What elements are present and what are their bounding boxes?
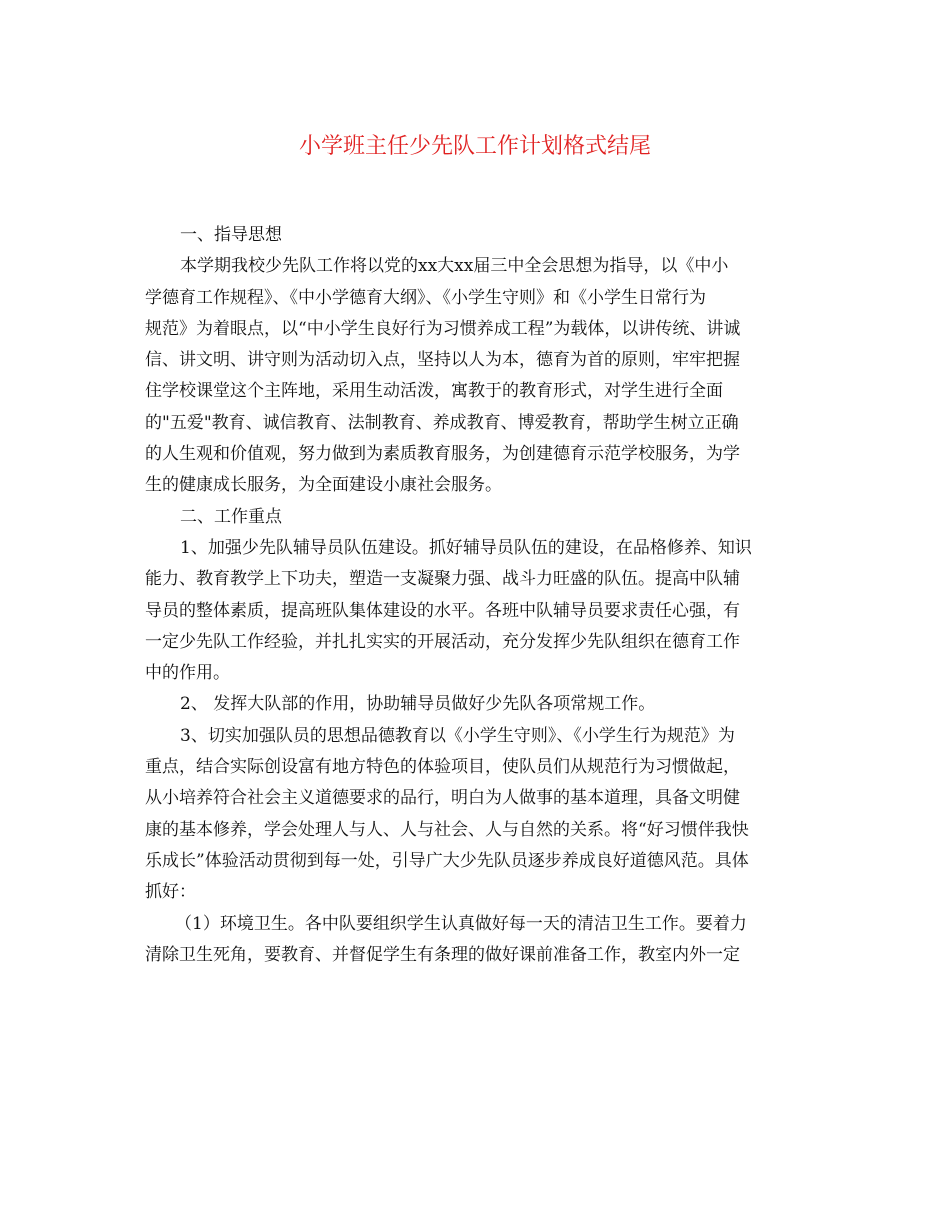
body-line: 的"五爱"教育、诚信教育、法制教育、养成教育、博爱教育，帮助学生树立正确 <box>145 412 739 433</box>
body-line: 一、指导思想 <box>180 225 282 245</box>
body-line: 从小培养符合社会主义道德要求的品行，明白为人做事的基本道理，具备文明健 <box>145 788 740 809</box>
body-line: 本学期我校少先队工作将以党的xx大xx届三中全会思想为指导，以《中小 <box>180 256 729 277</box>
body-line: 清除卫生死角，要教育、并督促学生有条理的做好课前准备工作，教室内外一定 <box>145 944 740 965</box>
body-line: 乐成长”体验活动贯彻到每一处，引导广大少先队员逐步养成良好道德风范。具体 <box>145 850 749 871</box>
body-line: 抓好： <box>145 882 196 903</box>
body-line: 住学校课堂这个主阵地，采用生动活泼，寓教于的教育形式，对学生进行全面 <box>145 381 723 402</box>
body-line: （1）环境卫生。各中队要组织学生认真做好每一天的清洁卫生工作。要着力 <box>175 913 747 934</box>
body-line: 的人生观和价值观，努力做到为素质教育服务，为创建德育示范学校服务，为学 <box>145 444 740 465</box>
body-line: 信、讲文明、讲守则为活动切入点，坚持以人为本，德育为首的原则，牢牢把握 <box>145 350 740 371</box>
body-line: 1、加强少先队辅导员队伍建设。抓好辅导员队伍的建设，在品格修养、知识 <box>180 537 752 558</box>
body-line: 能力、教育教学上下功夫，塑造一支凝聚力强、战斗力旺盛的队伍。提高中队辅 <box>145 569 740 590</box>
body-line: 一定少先队工作经验，并扎扎实实的开展活动，充分发挥少先队组织在德育工作 <box>145 631 740 652</box>
body-line: 二、工作重点 <box>180 506 282 527</box>
body-line: 生的健康成长服务，为全面建设小康社会服务。 <box>145 475 502 496</box>
body-line: 规范》为着眼点，以“中小学生良好行为习惯养成工程”为载体，以讲传统、讲诚 <box>145 318 741 339</box>
body-line: 2、 发挥大队部的作用，协助辅导员做好少先队各项常规工作。 <box>180 694 656 715</box>
document-title: 小学班主任少先队工作计划格式结尾 <box>298 134 651 159</box>
body-line: 学德育工作规程》、《中小学德育大纲》、《小学生守则》和《小学生日常行为 <box>145 287 706 308</box>
body-line: 导员的整体素质，提高班队集体建设的水平。各班中队辅导员要求责任心强，有 <box>145 600 740 621</box>
body-line: 康的基本修养，学会处理人与人、人与社会、人与自然的关系。将“好习惯伴我快 <box>145 819 749 840</box>
body-line: 重点，结合实际创设富有地方特色的体验项目，使队员们从规范行为习惯做起， <box>145 757 740 778</box>
document-body <box>145 220 810 971</box>
body-line: 3、切实加强队员的思想品德教育以《小学生守则》、《小学生行为规范》为 <box>180 725 735 746</box>
body-line: 中的作用。 <box>145 663 230 684</box>
